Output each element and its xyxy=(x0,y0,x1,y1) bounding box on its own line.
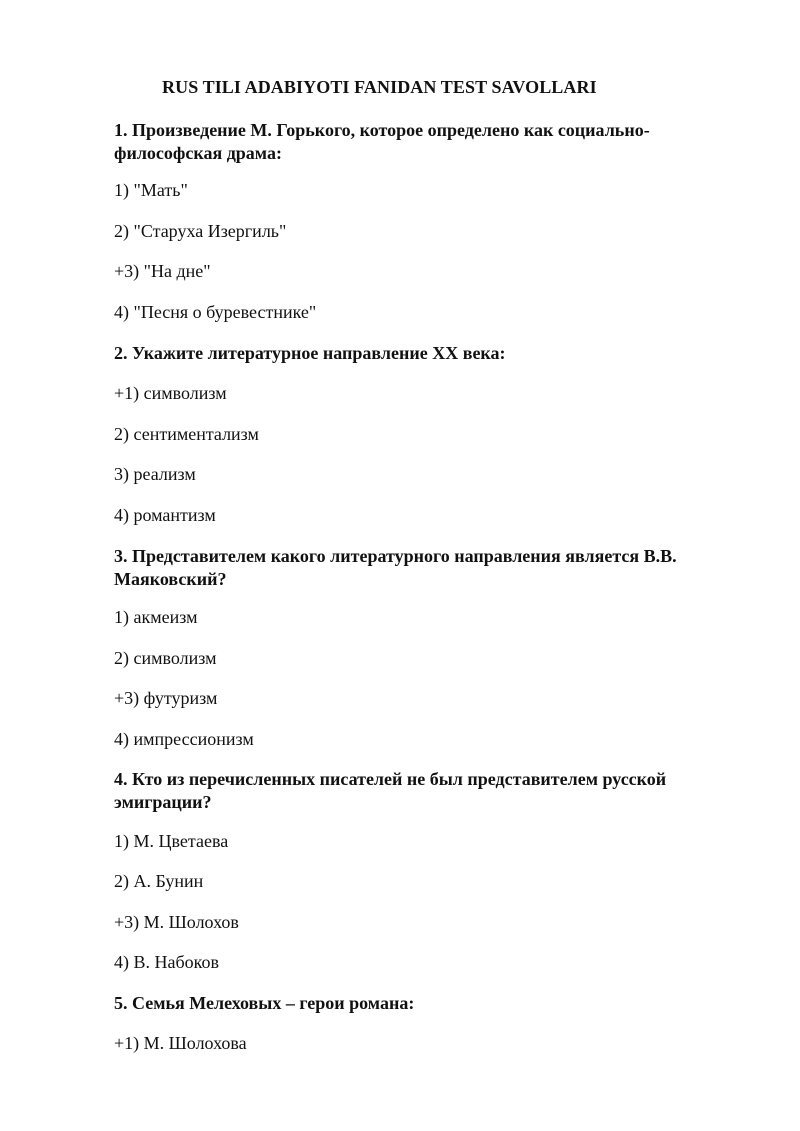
question-3-line-1: 3. Представителем какого литературного направления является В.В. xyxy=(114,546,677,566)
answer-1-3: +3) "На дне" xyxy=(114,261,211,281)
document-title: RUS TILI ADABIYOTI FANIDAN TEST SAVOLLARI xyxy=(162,77,597,97)
answer-3-4: 4) импрессионизм xyxy=(114,729,254,749)
answer-1-1: 1) "Мать" xyxy=(114,180,188,200)
answer-4-1: 1) М. Цветаева xyxy=(114,831,229,851)
question-5: 5. Семья Мелеховых – герои романа: xyxy=(114,993,415,1013)
answer-2-1: +1) символизм xyxy=(114,383,227,403)
question-2: 2. Укажите литературное направление XX века: xyxy=(114,343,506,363)
answer-3-3: +3) футуризм xyxy=(114,688,218,708)
question-1-line-1: 1. Произведение М. Горького, которое определено как социально- xyxy=(114,120,650,140)
answer-3-2: 2) символизм xyxy=(114,648,217,668)
question-4-line-2: эмиграции? xyxy=(114,792,212,812)
answer-2-3: 3) реализм xyxy=(114,464,196,484)
answer-4-4: 4) В. Набоков xyxy=(114,952,219,972)
question-4 xyxy=(114,768,714,814)
answer-2-4: 4) романтизм xyxy=(114,505,216,525)
question-1 xyxy=(114,119,714,165)
question-4-line-1: 4. Кто из перечисленных писателей не был представителем русской xyxy=(114,769,667,789)
answer-4-2: 2) А. Бунин xyxy=(114,871,204,891)
answer-5-1: +1) М. Шолохова xyxy=(114,1033,247,1053)
question-1-line-2: философская драма: xyxy=(114,143,282,163)
answer-1-4: 4) "Песня о буревестнике" xyxy=(114,302,317,322)
answer-1-2: 2) "Старуха Изергиль" xyxy=(114,221,287,241)
question-3 xyxy=(114,545,714,591)
answer-4-3: +3) М. Шолохов xyxy=(114,912,239,932)
answer-2-2: 2) сентиментализм xyxy=(114,424,259,444)
answer-3-1: 1) акмеизм xyxy=(114,607,198,627)
question-3-line-2: Маяковский? xyxy=(114,569,227,589)
